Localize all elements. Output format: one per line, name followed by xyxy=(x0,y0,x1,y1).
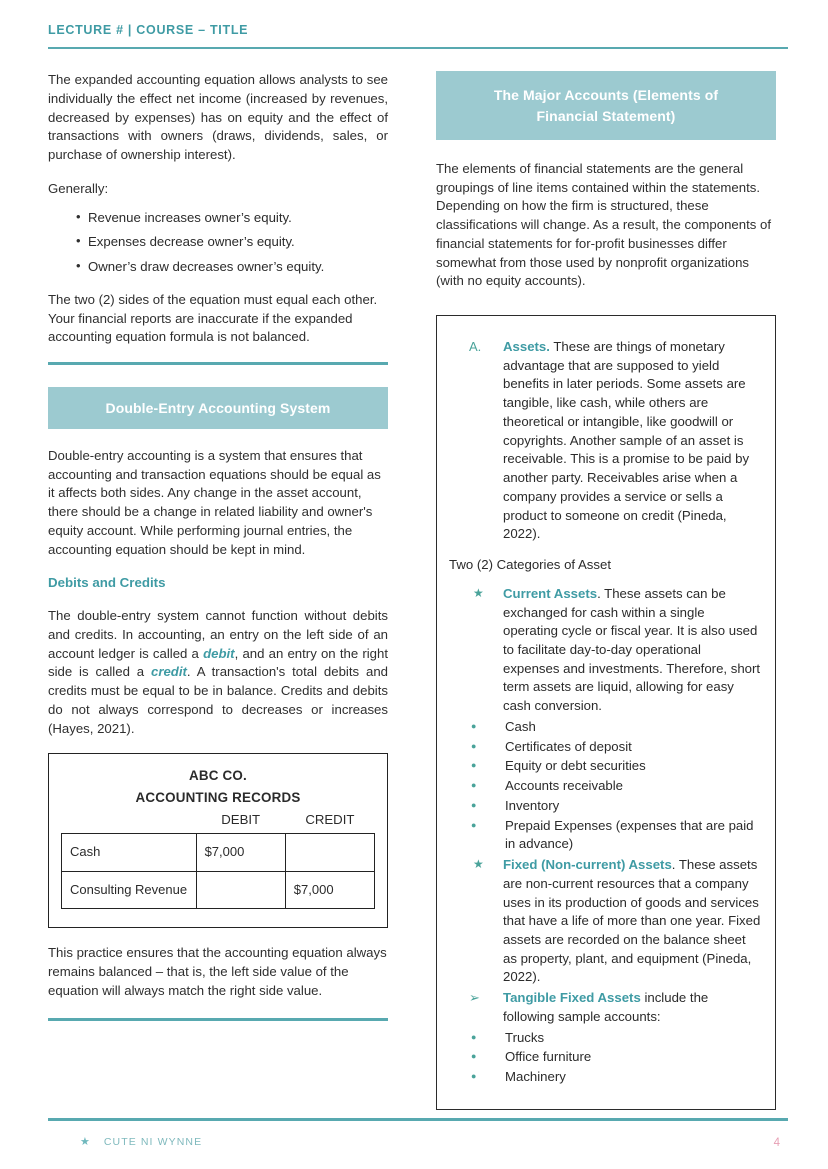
cell-credit xyxy=(285,834,374,871)
list-item-fixed-assets xyxy=(447,856,761,987)
fixed-assets-list xyxy=(447,856,761,1027)
star-icon: ★ xyxy=(473,585,484,600)
footer-label: CUTE NI WYNNE xyxy=(103,1136,203,1149)
table-row xyxy=(62,834,375,871)
section-divider-top xyxy=(48,362,388,365)
dc-part1: The double-entry system cannot function without debits and credits. In accounting, an entry on the left side of an account ledger is called a xyxy=(48,608,388,661)
list-item: • Expenses decrease owner’s equity. xyxy=(76,233,388,252)
cell-account: Consulting Revenue xyxy=(62,871,197,908)
table-row xyxy=(62,871,375,908)
list-item: ● Machinery xyxy=(471,1068,761,1087)
dc-part2: , and an entry on the right side is called a xyxy=(48,645,388,680)
current-assets-description: . These assets can be exchanged for cash within a single operating cycle or fiscal year. It is also used to facilitate day-to-day operational expenses and investments. Therefore, short term assets are liquid, allowing for easy cash conversion. xyxy=(503,585,761,714)
page-header-title: LECTURE # | COURSE – TITLE xyxy=(48,23,249,37)
debits-credits-paragraph xyxy=(48,607,388,738)
assets-ordered-list xyxy=(447,338,761,544)
term-fixed-assets: Fixed (Non-current) Assets xyxy=(503,857,672,873)
page-number: 4 xyxy=(773,1136,780,1149)
dc-emphasis-credit: credit xyxy=(150,664,187,680)
tangible-fixed-assets-bullet-list xyxy=(447,1029,761,1087)
cell-credit: $7,000 xyxy=(285,871,374,908)
dc-emphasis-debit: debit xyxy=(203,645,235,661)
star-icon: ★ xyxy=(80,1136,90,1149)
list-item: ● Equity or debt securities xyxy=(471,757,761,776)
list-item-current-assets xyxy=(447,585,761,716)
double-entry-paragraph: Double-entry accounting is a system that ensures that accounting and transaction equations should be equal as it affects both sides. Any change in the asset account, there should be a change in related liability and owner's equity account. While performing journal entries, the accounting equation should be kept in mind. xyxy=(48,447,381,557)
assets-framed-box xyxy=(436,315,776,1110)
ledger-table-box xyxy=(48,753,388,928)
column-header-account xyxy=(62,809,197,834)
section-divider-bottom xyxy=(48,1018,388,1021)
list-item: ● Accounts receivable xyxy=(471,777,761,796)
term-assets: Assets. xyxy=(503,338,550,354)
intro-paragraph: The expanded accounting equation allows analysts to see individually the effect net income (increased by revenues, decreased by expenses) has on equity and the effect of transactions with owners (draws, dividends, sales, or purchase of ownership interest). xyxy=(48,72,388,163)
list-item-tangible-fixed-assets xyxy=(447,989,761,1026)
current-assets-bullet-list xyxy=(447,718,761,854)
column-header-credit: CREDIT xyxy=(305,811,355,827)
banner-major-accounts: The Major Accounts (Elements of Financial Statement) xyxy=(436,71,776,140)
cell-debit xyxy=(196,871,285,908)
page-footer xyxy=(48,1118,788,1151)
list-item: ● Prepaid Expenses (expenses that are paid in advance) xyxy=(471,817,761,854)
term-tangible-fixed-assets: Tangible Fixed Assets xyxy=(503,990,641,1006)
star-icon: ★ xyxy=(473,857,484,872)
left-column xyxy=(48,71,388,1021)
list-item: ● Trucks xyxy=(471,1029,761,1048)
generally-label: Generally: xyxy=(48,180,109,196)
list-item: ● Inventory xyxy=(471,797,761,816)
two-sides-paragraph: The two (2) sides of the equation must equal each other. Your financial reports are inaccurate if the expanded accounting equation formula is not balanced. xyxy=(48,291,378,345)
categories-of-asset-label: Two (2) Categories of Asset xyxy=(449,557,611,573)
tangible-fixed-assets-description: include the following sample accounts: xyxy=(503,990,709,1024)
header-divider xyxy=(48,47,788,50)
list-item: • Owner’s draw decreases owner’s equity. xyxy=(76,258,388,277)
list-item: • Revenue increases owner’s equity. xyxy=(76,209,388,228)
ledger-title-records: ACCOUNTING RECORDS xyxy=(135,790,301,806)
footer-row xyxy=(48,1135,788,1151)
debits-and-credits-heading: Debits and Credits xyxy=(48,575,166,591)
dc-part3: . A transaction's total debits and credits must be equal to be in balance. Credits and debits do not always correspond to decreases or increases (Hayes, 2021). xyxy=(48,664,388,736)
list-item-assets xyxy=(447,338,761,544)
list-item: ● Cash xyxy=(471,718,761,737)
right-column xyxy=(436,71,776,1110)
table-header-row xyxy=(62,809,375,834)
list-item: ● Office furniture xyxy=(471,1048,761,1067)
ledger-table xyxy=(61,809,375,910)
assets-description: These are things of monetary advantage that are supposed to yield benefits in later periods. Some assets are tangible, like cash, while others are theoretical or intangible, like goodwill or copyrights. Another sample of an asset is receivable. This is a promise to be paid by another party. Receivables arise when a company provides a service or sells a product to someone on credit (Pineda, 2022). xyxy=(503,338,750,542)
generally-bullet-list xyxy=(48,209,388,277)
cell-debit: $7,000 xyxy=(196,834,285,871)
asset-categories-list xyxy=(447,585,761,716)
footer-divider xyxy=(48,1118,788,1121)
banner-double-entry-accounting-system: Double-Entry Accounting System xyxy=(48,387,388,429)
two-column-layout xyxy=(48,71,788,1110)
fixed-assets-description: . These assets are non-current resources that a company uses in its production of goods and services that have a life of more than one year. Fixed assets are recorded on the balance sheet as property, plant, and equipment (Pineda, 2022). xyxy=(503,857,761,985)
closing-paragraph: This practice ensures that the accounting equation always remains balanced – that is, the left side value of the equation will always match the right side value. xyxy=(48,945,387,998)
ledger-title-company: ABC CO. xyxy=(189,768,247,784)
arrow-bullet-icon: ➢ xyxy=(469,990,480,1006)
column-header-debit: DEBIT xyxy=(221,811,261,827)
cell-account: Cash xyxy=(62,834,197,871)
footer-left-group xyxy=(48,1135,202,1151)
list-item: ● Certificates of deposit xyxy=(471,738,761,757)
term-current-assets: Current Assets xyxy=(503,585,598,601)
elements-paragraph: The elements of financial statements are the general groupings of line items contained within the statements. Depending on how the firm is structured, these classifications will change. As a result, the components of financial statements for for-profit businesses differ somewhat from those used by nonprofit organizations (with no equity accounts). xyxy=(436,160,771,289)
list-marker-alpha: A. xyxy=(469,338,482,354)
